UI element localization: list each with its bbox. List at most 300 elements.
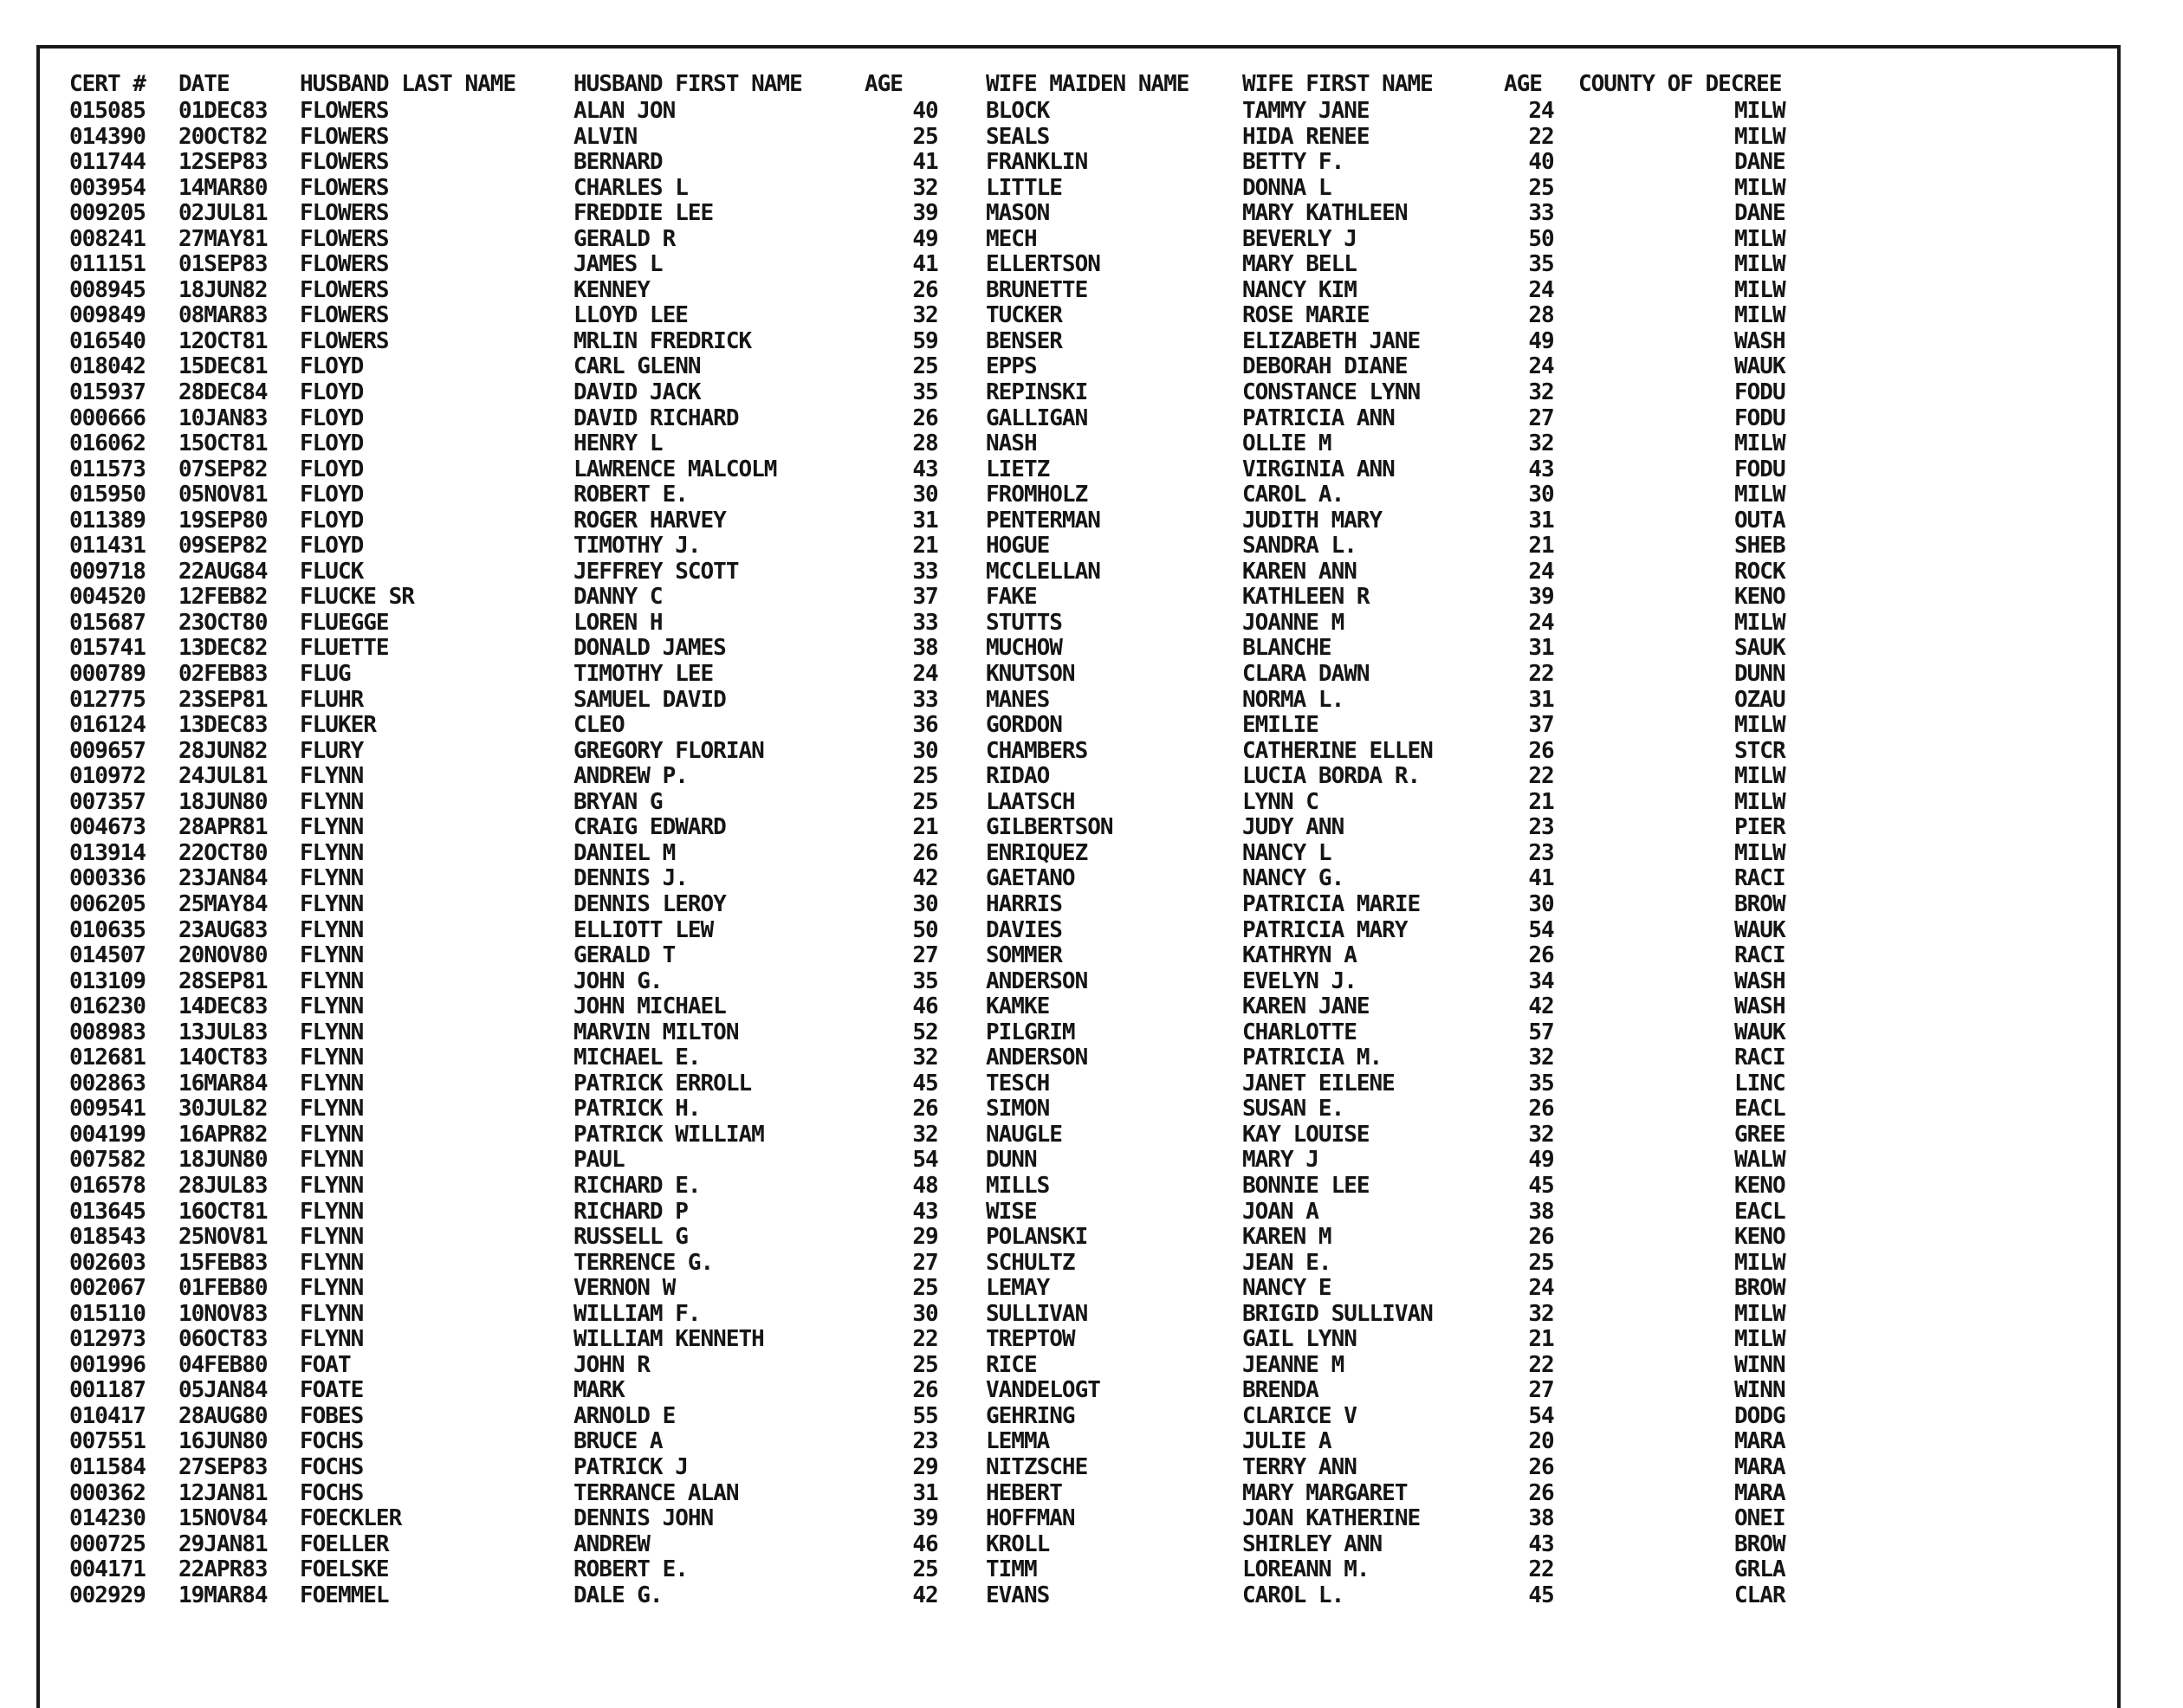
table-row	[69, 1148, 2096, 1174]
cell-date: 23JAN84	[178, 865, 268, 892]
cell-husband-age: 40	[912, 98, 938, 124]
cell-wife-first-name: MARY KATHLEEN	[1242, 200, 1408, 227]
cell-husband-last-name: FLYNN	[300, 1019, 364, 1045]
header-husband-last-name: HUSBAND LAST NAME	[300, 71, 516, 97]
cell-husband-last-name: FLOWERS	[300, 123, 389, 150]
cell-cert: 016540	[69, 327, 146, 354]
cell-county: WAUK	[1734, 353, 1785, 380]
cell-date: 16JUN80	[178, 1428, 268, 1455]
cell-cert: 011431	[69, 533, 146, 560]
cell-wife-maiden-name: MASON	[986, 200, 1050, 227]
cell-husband-last-name: FLOWERS	[300, 149, 389, 176]
cell-county: GRLA	[1734, 1556, 1785, 1583]
cell-husband-age: 26	[912, 404, 938, 431]
cell-husband-age: 29	[912, 1224, 938, 1251]
cell-cert: 004171	[69, 1556, 146, 1583]
cell-date: 19SEP80	[178, 507, 268, 534]
cell-date: 14DEC83	[178, 993, 268, 1020]
table-row	[69, 1532, 2096, 1558]
cell-wife-first-name: DEBORAH DIANE	[1242, 353, 1408, 380]
cell-county: MARA	[1734, 1453, 1785, 1480]
cell-cert: 015937	[69, 379, 146, 406]
cell-wife-age: 32	[1528, 430, 1554, 457]
cell-husband-first-name: TIMOTHY LEE	[573, 661, 714, 688]
cell-husband-first-name: DALE G.	[573, 1582, 663, 1608]
cell-husband-last-name: FLUEGGE	[300, 609, 389, 636]
cell-husband-first-name: DENNIS LEROY	[573, 890, 726, 917]
cell-date: 18JUN80	[178, 1147, 268, 1174]
cell-husband-age: 21	[912, 533, 938, 560]
cell-wife-first-name: JEAN E.	[1242, 1249, 1331, 1276]
record-page	[36, 45, 2121, 1708]
cell-husband-first-name: JOHN R	[573, 1351, 650, 1378]
cell-county: MILW	[1734, 763, 1785, 790]
cell-date: 04FEB80	[178, 1351, 268, 1378]
cell-date: 09SEP82	[178, 533, 268, 560]
cell-county: STCR	[1734, 737, 1785, 764]
header-cert: CERT #	[69, 71, 146, 97]
cell-wife-first-name: SHIRLEY ANN	[1242, 1530, 1383, 1557]
cell-husband-age: 35	[912, 967, 938, 994]
cell-wife-age: 20	[1528, 1428, 1554, 1455]
cell-cert: 000789	[69, 661, 146, 688]
cell-husband-first-name: MICHAEL E.	[573, 1045, 701, 1071]
cell-wife-maiden-name: LITTLE	[986, 174, 1062, 201]
header-husband-first-name: HUSBAND FIRST NAME	[573, 71, 802, 97]
cell-husband-first-name: PATRICK J	[573, 1453, 688, 1480]
cell-wife-maiden-name: DUNN	[986, 1147, 1037, 1174]
cell-wife-first-name: NANCY G.	[1242, 865, 1344, 892]
cell-wife-age: 54	[1528, 916, 1554, 943]
cell-cert: 013109	[69, 967, 146, 994]
cell-wife-maiden-name: GORDON	[986, 712, 1062, 739]
cell-wife-first-name: CONSTANCE LYNN	[1242, 379, 1421, 406]
cell-county: DODG	[1734, 1402, 1785, 1429]
cell-husband-last-name: FLYNN	[300, 1096, 364, 1122]
cell-cert: 001996	[69, 1351, 146, 1378]
header-row	[69, 69, 2096, 99]
cell-county: MILW	[1734, 98, 1785, 124]
table-row	[69, 1302, 2096, 1328]
cell-husband-last-name: FLYNN	[300, 890, 364, 917]
cell-wife-age: 41	[1528, 865, 1554, 892]
cell-husband-first-name: WILLIAM F.	[573, 1300, 701, 1327]
cell-husband-age: 25	[912, 123, 938, 150]
cell-husband-first-name: ANDREW	[573, 1530, 650, 1557]
cell-wife-age: 31	[1528, 635, 1554, 662]
cell-wife-maiden-name: SCHULTZ	[986, 1249, 1075, 1276]
cell-husband-last-name: FLYNN	[300, 788, 364, 815]
cell-husband-first-name: ROGER HARVEY	[573, 507, 726, 534]
cell-date: 15OCT81	[178, 430, 268, 457]
cell-cert: 014230	[69, 1505, 146, 1532]
cell-date: 22OCT80	[178, 839, 268, 866]
cell-cert: 002863	[69, 1070, 146, 1097]
cell-wife-maiden-name: LAATSCH	[986, 788, 1075, 815]
cell-husband-age: 52	[912, 1019, 938, 1045]
table-row	[69, 1455, 2096, 1481]
cell-husband-age: 31	[912, 507, 938, 534]
cell-county: FODU	[1734, 379, 1785, 406]
table-row	[69, 99, 2096, 125]
cell-wife-age: 24	[1528, 353, 1554, 380]
cell-wife-first-name: BONNIE LEE	[1242, 1172, 1370, 1199]
cell-husband-first-name: ARNOLD E	[573, 1402, 676, 1429]
cell-date: 23SEP81	[178, 686, 268, 713]
cell-wife-maiden-name: EVANS	[986, 1582, 1050, 1608]
cell-husband-age: 27	[912, 942, 938, 969]
cell-wife-age: 40	[1528, 149, 1554, 176]
cell-wife-first-name: CATHERINE ELLEN	[1242, 737, 1433, 764]
cell-wife-first-name: ELIZABETH JANE	[1242, 327, 1421, 354]
cell-county: DUNN	[1734, 661, 1785, 688]
cell-wife-first-name: CLARA DAWN	[1242, 661, 1370, 688]
cell-wife-first-name: EMILIE	[1242, 712, 1318, 739]
cell-date: 13DEC83	[178, 712, 268, 739]
cell-wife-maiden-name: MANES	[986, 686, 1050, 713]
cell-husband-first-name: LLOYD LEE	[573, 302, 688, 329]
cell-husband-first-name: LAWRENCE MALCOLM	[573, 456, 777, 482]
cell-wife-first-name: JANET EILENE	[1242, 1070, 1395, 1097]
cell-husband-first-name: TIMOTHY J.	[573, 533, 701, 560]
cell-husband-first-name: JEFFREY SCOTT	[573, 558, 739, 585]
cell-husband-age: 25	[912, 763, 938, 790]
header-date: DATE	[178, 71, 230, 97]
cell-date: 22AUG84	[178, 558, 268, 585]
cell-cert: 004520	[69, 584, 146, 611]
cell-county: CLAR	[1734, 1582, 1785, 1608]
cell-husband-last-name: FLOYD	[300, 379, 364, 406]
cell-cert: 018042	[69, 353, 146, 380]
cell-cert: 015110	[69, 1300, 146, 1327]
cell-wife-maiden-name: PILGRIM	[986, 1019, 1075, 1045]
cell-date: 16MAR84	[178, 1070, 268, 1097]
cell-wife-first-name: SUSAN E.	[1242, 1096, 1344, 1122]
cell-cert: 002603	[69, 1249, 146, 1276]
cell-husband-last-name: FOCHS	[300, 1479, 364, 1506]
cell-county: PIER	[1734, 814, 1785, 841]
cell-cert: 009205	[69, 200, 146, 227]
cell-wife-age: 50	[1528, 225, 1554, 252]
cell-wife-age: 22	[1528, 123, 1554, 150]
table-row	[69, 1045, 2096, 1071]
table-row	[69, 892, 2096, 918]
cell-husband-first-name: MARK	[573, 1377, 625, 1404]
cell-county: OUTA	[1734, 507, 1785, 534]
cell-wife-maiden-name: ELLERTSON	[986, 251, 1100, 278]
cell-wife-age: 26	[1528, 1224, 1554, 1251]
cell-husband-age: 32	[912, 1121, 938, 1148]
header-wife-maiden-name: WIFE MAIDEN NAME	[986, 71, 1189, 97]
cell-wife-first-name: MARY BELL	[1242, 251, 1357, 278]
cell-husband-age: 29	[912, 1453, 938, 1480]
cell-husband-age: 45	[912, 1070, 938, 1097]
cell-county: MILW	[1734, 712, 1785, 739]
cell-date: 12JAN81	[178, 1479, 268, 1506]
cell-cert: 000362	[69, 1479, 146, 1506]
cell-husband-first-name: SAMUEL DAVID	[573, 686, 726, 713]
cell-date: 18JUN80	[178, 788, 268, 815]
cell-husband-age: 41	[912, 149, 938, 176]
cell-husband-age: 35	[912, 379, 938, 406]
cell-wife-age: 37	[1528, 712, 1554, 739]
cell-husband-age: 42	[912, 1582, 938, 1608]
cell-husband-age: 32	[912, 174, 938, 201]
cell-wife-age: 22	[1528, 1556, 1554, 1583]
cell-husband-age: 54	[912, 1147, 938, 1174]
cell-husband-age: 25	[912, 1275, 938, 1302]
cell-county: EACL	[1734, 1096, 1785, 1122]
cell-county: MILW	[1734, 482, 1785, 508]
cell-husband-last-name: FLOWERS	[300, 251, 389, 278]
cell-husband-last-name: FLOWERS	[300, 225, 389, 252]
table-row	[69, 841, 2096, 867]
cell-husband-last-name: FLOYD	[300, 456, 364, 482]
cell-date: 15DEC81	[178, 353, 268, 380]
cell-husband-first-name: DENNIS JOHN	[573, 1505, 714, 1532]
cell-wife-maiden-name: HEBERT	[986, 1479, 1062, 1506]
cell-wife-age: 24	[1528, 1275, 1554, 1302]
table-row	[69, 329, 2096, 355]
cell-husband-age: 46	[912, 993, 938, 1020]
cell-husband-first-name: VERNON W	[573, 1275, 676, 1302]
cell-county: MARA	[1734, 1428, 1785, 1455]
cell-county: LINC	[1734, 1070, 1785, 1097]
cell-husband-age: 42	[912, 865, 938, 892]
cell-date: 12SEP83	[178, 149, 268, 176]
cell-husband-age: 46	[912, 1530, 938, 1557]
cell-wife-age: 42	[1528, 993, 1554, 1020]
cell-husband-first-name: ELLIOTT LEW	[573, 916, 714, 943]
cell-wife-age: 43	[1528, 456, 1554, 482]
cell-wife-age: 32	[1528, 1300, 1554, 1327]
table-row	[69, 713, 2096, 739]
cell-county: OZAU	[1734, 686, 1785, 713]
cell-county: WINN	[1734, 1377, 1785, 1404]
cell-wife-first-name: OLLIE M	[1242, 430, 1331, 457]
cell-date: 07SEP82	[178, 456, 268, 482]
cell-husband-first-name: BRYAN G	[573, 788, 663, 815]
cell-wife-first-name: KATHLEEN R	[1242, 584, 1370, 611]
cell-husband-first-name: GREGORY FLORIAN	[573, 737, 764, 764]
cell-wife-maiden-name: FROMHOLZ	[986, 482, 1088, 508]
cell-cert: 000666	[69, 404, 146, 431]
cell-wife-age: 24	[1528, 609, 1554, 636]
cell-wife-maiden-name: HOGUE	[986, 533, 1050, 560]
cell-wife-first-name: BETTY F.	[1242, 149, 1344, 176]
cell-husband-first-name: GERALD T	[573, 942, 676, 969]
cell-husband-last-name: FLUG	[300, 661, 351, 688]
header-wife-first-name: WIFE FIRST NAME	[1242, 71, 1433, 97]
cell-county: MILW	[1734, 225, 1785, 252]
cell-husband-last-name: FLOWERS	[300, 302, 389, 329]
cell-wife-maiden-name: RICE	[986, 1351, 1037, 1378]
cell-wife-age: 57	[1528, 1019, 1554, 1045]
cell-husband-first-name: HENRY L	[573, 430, 663, 457]
cell-cert: 012973	[69, 1326, 146, 1353]
table-row	[69, 1071, 2096, 1097]
cell-cert: 016578	[69, 1172, 146, 1199]
cell-cert: 008945	[69, 276, 146, 303]
cell-wife-maiden-name: SULLIVAN	[986, 1300, 1088, 1327]
cell-wife-first-name: JUDITH MARY	[1242, 507, 1383, 534]
cell-wife-age: 30	[1528, 890, 1554, 917]
cell-husband-first-name: WILLIAM KENNETH	[573, 1326, 764, 1353]
cell-county: MILW	[1734, 302, 1785, 329]
cell-date: 28JUN82	[178, 737, 268, 764]
table-row	[69, 150, 2096, 176]
cell-wife-first-name: JOAN A	[1242, 1198, 1318, 1225]
cell-wife-first-name: MARY MARGARET	[1242, 1479, 1408, 1506]
cell-county: RACI	[1734, 865, 1785, 892]
cell-husband-first-name: BRUCE A	[573, 1428, 663, 1455]
cell-county: MILW	[1734, 251, 1785, 278]
header-county-of-decree: COUNTY OF DECREE	[1578, 71, 1782, 97]
cell-husband-last-name: FLUCKE SR	[300, 584, 414, 611]
cell-county: FODU	[1734, 404, 1785, 431]
table-row	[69, 278, 2096, 304]
cell-wife-age: 22	[1528, 763, 1554, 790]
cell-wife-maiden-name: BRUNETTE	[986, 276, 1088, 303]
cell-husband-last-name: FLOWERS	[300, 98, 389, 124]
cell-wife-maiden-name: KROLL	[986, 1530, 1050, 1557]
cell-wife-first-name: NANCY E	[1242, 1275, 1331, 1302]
cell-cert: 004673	[69, 814, 146, 841]
cell-wife-age: 27	[1528, 1377, 1554, 1404]
cell-date: 28APR81	[178, 814, 268, 841]
cell-wife-maiden-name: VANDELOGT	[986, 1377, 1100, 1404]
cell-county: WASH	[1734, 993, 1785, 1020]
cell-husband-last-name: FLUETTE	[300, 635, 389, 662]
table-row	[69, 201, 2096, 227]
cell-county: MILW	[1734, 276, 1785, 303]
cell-cert: 000725	[69, 1530, 146, 1557]
cell-date: 28SEP81	[178, 967, 268, 994]
cell-wife-age: 45	[1528, 1582, 1554, 1608]
cell-husband-first-name: JAMES L	[573, 251, 663, 278]
cell-county: RACI	[1734, 942, 1785, 969]
cell-husband-last-name: FOECKLER	[300, 1505, 402, 1532]
cell-husband-age: 25	[912, 788, 938, 815]
cell-cert: 018543	[69, 1224, 146, 1251]
cell-husband-age: 32	[912, 1045, 938, 1071]
cell-wife-first-name: CAROL L.	[1242, 1582, 1344, 1608]
cell-wife-maiden-name: KAMKE	[986, 993, 1050, 1020]
cell-wife-age: 49	[1528, 1147, 1554, 1174]
cell-cert: 011584	[69, 1453, 146, 1480]
header-wife-age: AGE	[1504, 71, 1542, 97]
cell-wife-age: 22	[1528, 1351, 1554, 1378]
cell-husband-age: 39	[912, 1505, 938, 1532]
table-row	[69, 1020, 2096, 1046]
cell-cert: 014507	[69, 942, 146, 969]
cell-county: WINN	[1734, 1351, 1785, 1378]
cell-husband-last-name: FLOWERS	[300, 276, 389, 303]
cell-county: MILW	[1734, 1249, 1785, 1276]
cell-husband-first-name: RICHARD P	[573, 1198, 688, 1225]
cell-wife-maiden-name: CHAMBERS	[986, 737, 1088, 764]
cell-husband-first-name: KENNEY	[573, 276, 650, 303]
table-row	[69, 380, 2096, 406]
cell-husband-first-name: PATRICK ERROLL	[573, 1070, 752, 1097]
cell-date: 12OCT81	[178, 327, 268, 354]
cell-wife-age: 34	[1528, 967, 1554, 994]
cell-wife-maiden-name: POLANSKI	[986, 1224, 1088, 1251]
cell-husband-last-name: FLOWERS	[300, 174, 389, 201]
cell-cert: 014390	[69, 123, 146, 150]
cell-wife-maiden-name: GEHRING	[986, 1402, 1075, 1429]
cell-county: MILW	[1734, 174, 1785, 201]
cell-date: 16OCT81	[178, 1198, 268, 1225]
cell-wife-first-name: JEANNE M	[1242, 1351, 1344, 1378]
cell-cert: 015687	[69, 609, 146, 636]
cell-husband-last-name: FLYNN	[300, 1198, 364, 1225]
table-row	[69, 1225, 2096, 1251]
cell-wife-maiden-name: LEMMA	[986, 1428, 1050, 1455]
cell-date: 12FEB82	[178, 584, 268, 611]
cell-wife-age: 45	[1528, 1172, 1554, 1199]
cell-wife-first-name: CAROL A.	[1242, 482, 1344, 508]
cell-husband-age: 48	[912, 1172, 938, 1199]
cell-wife-maiden-name: NITZSCHE	[986, 1453, 1088, 1480]
cell-cert: 009657	[69, 737, 146, 764]
cell-husband-last-name: FOEMMEL	[300, 1582, 389, 1608]
cell-husband-age: 30	[912, 482, 938, 508]
cell-date: 27SEP83	[178, 1453, 268, 1480]
cell-wife-maiden-name: TESCH	[986, 1070, 1050, 1097]
cell-cert: 013645	[69, 1198, 146, 1225]
cell-wife-age: 26	[1528, 942, 1554, 969]
cell-husband-age: 38	[912, 635, 938, 662]
cell-wife-first-name: BEVERLY J	[1242, 225, 1357, 252]
cell-husband-first-name: DONALD JAMES	[573, 635, 726, 662]
cell-wife-first-name: KAREN JANE	[1242, 993, 1370, 1020]
cell-date: 06OCT83	[178, 1326, 268, 1353]
cell-wife-maiden-name: MILLS	[986, 1172, 1050, 1199]
cell-county: RACI	[1734, 1045, 1785, 1071]
cell-wife-age: 54	[1528, 1402, 1554, 1429]
cell-wife-maiden-name: MECH	[986, 225, 1037, 252]
cell-wife-age: 21	[1528, 788, 1554, 815]
cell-wife-maiden-name: BLOCK	[986, 98, 1050, 124]
cell-wife-first-name: LYNN C	[1242, 788, 1318, 815]
cell-husband-age: 30	[912, 890, 938, 917]
cell-husband-first-name: JOHN G.	[573, 967, 663, 994]
cell-cert: 000336	[69, 865, 146, 892]
cell-husband-age: 36	[912, 712, 938, 739]
cell-wife-maiden-name: NAUGLE	[986, 1121, 1062, 1148]
cell-husband-age: 26	[912, 839, 938, 866]
cell-cert: 006205	[69, 890, 146, 917]
cell-husband-last-name: FLYNN	[300, 1070, 364, 1097]
cell-wife-age: 26	[1528, 1453, 1554, 1480]
cell-husband-last-name: FLYNN	[300, 1300, 364, 1327]
cell-wife-first-name: NORMA L.	[1242, 686, 1344, 713]
cell-date: 30JUL82	[178, 1096, 268, 1122]
cell-cert: 007582	[69, 1147, 146, 1174]
cell-wife-maiden-name: TREPTOW	[986, 1326, 1075, 1353]
cell-wife-age: 22	[1528, 661, 1554, 688]
table-row	[69, 764, 2096, 790]
cell-husband-last-name: FLYNN	[300, 1326, 364, 1353]
cell-husband-age: 21	[912, 814, 938, 841]
cell-wife-age: 27	[1528, 404, 1554, 431]
cell-wife-maiden-name: RIDAO	[986, 763, 1050, 790]
cell-cert: 007551	[69, 1428, 146, 1455]
cell-husband-age: 28	[912, 430, 938, 457]
cell-wife-maiden-name: MUCHOW	[986, 635, 1062, 662]
cell-husband-last-name: FLOYD	[300, 430, 364, 457]
